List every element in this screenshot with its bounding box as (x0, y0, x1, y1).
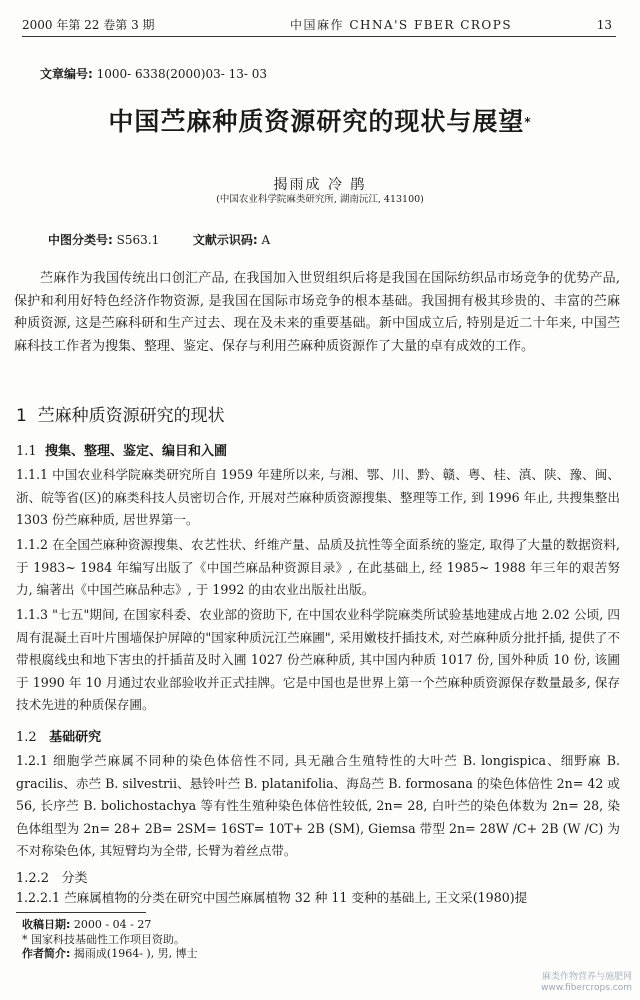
watermark-url: www.fibercrops.com (541, 983, 632, 993)
watermark-title: 麻类作物营养与施肥网 (541, 972, 632, 982)
received-value: 2000 - 04 - 27 (70, 918, 152, 931)
page-number: 13 (596, 18, 612, 32)
title-footnote-mark: * (524, 115, 532, 129)
section-1-title: 苎麻种质资源研究的现状 (37, 406, 225, 426)
introduction (14, 268, 620, 358)
paragraph-1-1-2: 1.1.2 在全国苎麻种资源搜集、农艺性状、纤维产量、品质及抗性等全面系统的鉴定, 取得了大量的数据资料, 于 1983~ 1984 年编写出版了《中国苎麻品种资源目录》, 在此基础上, 经 1985~ 1988 年三年的艰苦努力, 编著出《中国苎麻品种志》, 于 1992 的由农业出版社出版。 (16, 537, 620, 597)
subsection-1-1-number: 1.1 (16, 444, 37, 459)
footnotes (22, 918, 198, 962)
authors: 揭雨成 冷 鹃 (273, 177, 367, 193)
site-watermark (541, 972, 632, 994)
running-header (22, 14, 616, 37)
clc-value: S563.1 (112, 233, 160, 247)
journal-issue: 2000 年第 22 卷第 3 期 (22, 18, 155, 32)
subsection-1-2-2-number: 1.2.2 (16, 871, 50, 886)
article-number-value: 1000- 6338(2000)03- 13- 03 (92, 67, 268, 81)
article-number-label: 文章编号: (40, 67, 93, 81)
subsection-1-2-2-title: 分类 (61, 871, 88, 886)
paper-title-text: 中国苎麻种质资源研究的现状与展望 (108, 107, 525, 136)
subsection-1-2-heading (16, 729, 101, 747)
author-bio-value: 揭雨成(1964- ), 男, 博士 (70, 947, 198, 960)
paragraph-1-1-1: 1.1.1 中国农业科学院麻类研究所自 1959 年建所以来, 与湘、鄂、川、黔、赣、粤、桂、滇、陕、豫、闽、浙、皖等省(区)的麻类科技人员密切合作, 开展对苎麻种质资源搜集、整理等工作, 到 1996 年止, 共搜集整出 1303 份苎麻种质, 居世界第一。 (16, 467, 620, 527)
section-1-number: 1 (16, 406, 27, 426)
author-bio-label: 作者简介: (22, 947, 71, 960)
paper-title (0, 106, 640, 138)
section-1-heading (16, 404, 225, 428)
intro-paragraph: 苎麻作为我国传统出口创汇产品, 在我国加入世贸组织后将是我国在国际纺织品市场竞争的优势产品, 保护和利用好特色经济作物资源, 是我国在国际市场竞争的根本基础。我国拥有极其珍贵的、丰富的苎麻种质资源, 这是苎麻科研和生产过去、现在及未来的重要基础。新中国成立后, 特别是近二十年来, 中国苎麻科技工作者为搜集、整理、鉴定、保存与利用苎麻种质资源作了大量的卓有成效的工作。 (14, 271, 620, 354)
subsection-1-1-title: 搜集、整理、鉴定、编目和入圃 (44, 444, 227, 459)
clc-label: 中图分类号: (48, 233, 113, 247)
author-bio (22, 947, 198, 962)
received-date (22, 918, 198, 933)
doc-code-value: A (257, 233, 271, 247)
journal-name: 中国麻作 CHNA'S FBER CROPS (290, 18, 513, 32)
affiliation: (中国农业科学院麻类研究所, 湖南沅江, 413100) (216, 194, 424, 205)
footnote-divider (16, 912, 146, 913)
subsection-1-2-number: 1.2 (16, 730, 37, 745)
article-number (40, 66, 267, 82)
doc-code-label: 文献示识码: (192, 233, 258, 247)
paragraph-1-2-1: 1.2.1 细胞学苎麻属不同种的染色体倍性不同, 具无融合生殖特性的大叶苎 B. longispica、细野麻 B. gracilis、赤苎 B. silvestrii、悬铃叶苎 B. platanifolia、海岛苎 B. formosana 的染色体倍性 2n= 42 或 56, 长序苎 B. bolichostachya 等有性生殖种染色体倍性较低, 2n= 28, 白叶苎的染色体数为 2n= 28, 染色体组型为 2n= 28+ 2B= 2SM= 16ST= 10T+ 2B (SM), Giemsa 带型 2n= 28W /C+ 2B (W /C) 为不对称染色体, 其短臂均为全带, 长臂为着丝点带。 (16, 753, 620, 858)
received-label: 收稿日期: (22, 918, 71, 931)
subsection-1-2-title: 基础研究 (49, 730, 102, 745)
subsection-1-2-2-heading (16, 870, 88, 888)
classification-line (48, 232, 270, 248)
paragraph-1-2-2-1: 1.2.2.1 苎麻属植物的分类在研究中国苎麻属植物 32 种 11 变种的基础上, 王文采(1980)提 (16, 890, 528, 905)
subsection-1-1-heading (16, 443, 227, 461)
funding-note: * 国家科技基础性工作项目资助。 (22, 932, 185, 946)
paragraph-1-1-3: 1.1.3 "七五"期间, 在国家科委、农业部的资助下, 在中国农业科学院麻类所试验基地建成占地 2.02 公顷, 四周有混凝土百叶片围墙保护屏障的"国家种质沅江苎麻圃", 采用嫩枝扦插技术, 对苎麻种质分批扦插, 提供了不带根腐线虫和地下害虫的扦插苗及时入圃 1027 份苎麻种质, 其中国内种质 1017 份, 国外种质 10 份, 该圃于 1990 年 10 月通过农业部验收并正式挂牌。它是中国也是世界上第一个苎麻种质资源保存数量最多, 保存技术先进的种质保存圃。 (16, 607, 620, 712)
